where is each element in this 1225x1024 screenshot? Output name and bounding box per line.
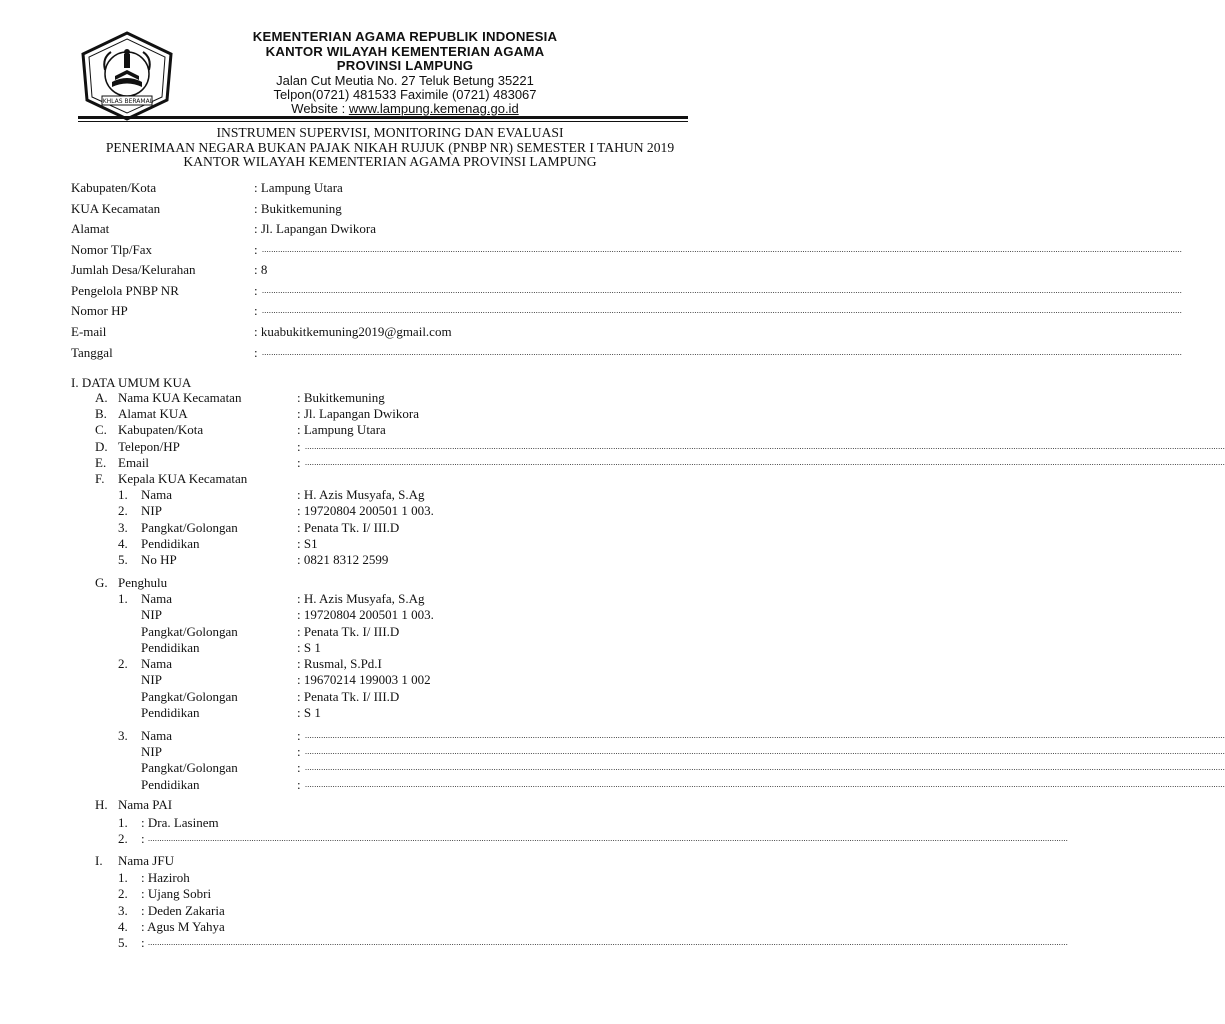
identity-label: KUA Kecamatan [71, 201, 161, 216]
item-label: Nama KUA Kecamatan [118, 390, 242, 405]
title-line-1: INSTRUMEN SUPERVISI, MONITORING DAN EVALUASI [216, 125, 564, 140]
form-row [0, 552, 768, 568]
form-row [0, 503, 768, 519]
jfu-num: 1. [118, 870, 128, 885]
penghulu-num: 2. [118, 656, 128, 671]
item-key: F. [95, 471, 105, 486]
identity-value: : [254, 242, 258, 257]
pai-num: 2. [118, 831, 128, 846]
title-line-2: PENERIMAAN NEGARA BUKAN PAJAK NIKAH RUJUK (PNBP NR) SEMESTER I TAHUN 2019 [105, 139, 675, 155]
penghulu-value: : [297, 744, 301, 759]
penghulu-key: G. [95, 575, 108, 590]
penghulu-value: : S 1 [297, 705, 321, 720]
identity-label: Nomor HP [71, 303, 128, 318]
jfu-heading: Nama JFU [118, 853, 174, 868]
item-value: : Jl. Lapangan Dwikora [297, 406, 420, 421]
identity-value: : Jl. Lapangan Dwikora [254, 221, 377, 236]
penghulu-value: : S 1 [297, 640, 321, 655]
form-row [0, 705, 768, 721]
identity-value: : Lampung Utara [254, 180, 343, 195]
fill-dots: ................................................................................................................................................................................................................................................................................................................................................................................................................ [305, 780, 1225, 789]
item-value: : [297, 439, 301, 454]
penghulu-label: Nama [141, 591, 173, 606]
fill-dots: ................................................................................................................................................................................................................................................................................................................................................................................................................ [262, 286, 1182, 295]
item-label: Alamat KUA [118, 406, 188, 421]
penghulu-num: 1. [118, 591, 128, 606]
form-row [0, 870, 768, 886]
document-title [60, 126, 720, 170]
identity-row [0, 242, 1182, 258]
letterhead-rule-thick [78, 116, 688, 119]
kepala-value: : 19720804 200501 1 003. [297, 503, 434, 518]
identity-value: : 8 [254, 262, 268, 277]
section-heading: I. DATA UMUM KUA [71, 375, 192, 390]
fill-dots: ................................................................................................................................................................................................................................................................................................................................................................................................................ [262, 245, 1182, 254]
fill-dots: ................................................................................................................................................................................................................................................................................................................................................................................................................ [305, 747, 1225, 756]
penghulu-label: Nama [141, 728, 173, 743]
fill-dots: ................................................................................................................................................................................................................................................................................................................................................................................................................ [305, 731, 1225, 740]
fill-dots: ................................................................................................................................................................................................................................................................................................................................................................................................................ [305, 458, 1225, 467]
form-row [0, 672, 768, 688]
form-row [0, 760, 1225, 776]
kepala-value: : H. Azis Musyafa, S.Ag [297, 487, 425, 502]
form-row [0, 406, 768, 422]
penghulu-label: Pendidikan [141, 705, 200, 720]
letterhead-line-3: PROVINSI LAMPUNG [336, 58, 474, 73]
pai-value: : [141, 831, 145, 846]
penghulu-value: : 19670214 199003 1 002 [297, 672, 431, 687]
fill-dots: ................................................................................................................................................................................................................................................................................................................................................................................................................ [148, 938, 1068, 947]
form-row [0, 689, 768, 705]
letterhead [190, 30, 620, 116]
identity-row [0, 180, 768, 196]
form-row [0, 797, 768, 813]
pai-key: H. [95, 797, 108, 812]
fill-dots: ................................................................................................................................................................................................................................................................................................................................................................................................................ [305, 763, 1225, 772]
jfu-num: 5. [118, 935, 128, 950]
fill-dots: ................................................................................................................................................................................................................................................................................................................................................................................................................ [262, 348, 1182, 357]
penghulu-value: : [297, 728, 301, 743]
pai-num: 1. [118, 815, 128, 830]
kepala-key: 5. [118, 552, 128, 567]
penghulu-label: NIP [141, 607, 162, 622]
form-row [0, 422, 768, 438]
penghulu-value: : H. Azis Musyafa, S.Ag [297, 591, 425, 606]
identity-value: : Bukitkemuning [254, 201, 342, 216]
letterhead-line-1: KEMENTERIAN AGAMA REPUBLIK INDONESIA [252, 29, 558, 44]
item-label: Telepon/HP [118, 439, 180, 454]
item-label: Kabupaten/Kota [118, 422, 204, 437]
form-row [0, 903, 768, 919]
identity-label: Jumlah Desa/Kelurahan [71, 262, 196, 277]
penghulu-label: Pangkat/Golongan [141, 624, 238, 639]
fill-dots: ................................................................................................................................................................................................................................................................................................................................................................................................................ [305, 442, 1225, 451]
identity-row [0, 324, 768, 340]
kepala-label: NIP [141, 503, 162, 518]
identity-row [0, 303, 1182, 319]
penghulu-label: Pangkat/Golongan [141, 760, 238, 775]
identity-label: Tanggal [71, 345, 113, 360]
fill-dots: ................................................................................................................................................................................................................................................................................................................................................................................................................ [262, 306, 1182, 315]
form-row [0, 728, 1225, 744]
item-value: : [297, 455, 301, 470]
form-row [0, 487, 768, 503]
jfu-num: 4. [118, 919, 128, 934]
item-label: Kepala KUA Kecamatan [118, 471, 248, 486]
website-link[interactable]: www.lampung.kemenag.go.id [348, 100, 519, 116]
jfu-value: : Ujang Sobri [141, 886, 212, 901]
identity-value: : kuabukitkemuning2019@gmail.com [254, 324, 452, 339]
identity-value: : [254, 283, 258, 298]
identity-label: Kabupaten/Kota [71, 180, 157, 195]
item-key: D. [95, 439, 108, 454]
letterhead-website: Website : www.lampung.kemenag.go.id [291, 100, 519, 116]
letterhead-line-2: KANTOR WILAYAH KEMENTERIAN AGAMA [265, 43, 545, 59]
jfu-value: : Deden Zakaria [141, 903, 225, 918]
identity-row [0, 345, 1182, 361]
penghulu-value: : Rusmal, S.Pd.I [297, 656, 382, 671]
item-key: B. [95, 406, 107, 421]
penghulu-value: : [297, 777, 301, 792]
form-row [0, 831, 1068, 847]
penghulu-label: Pendidikan [141, 777, 200, 792]
form-row [0, 886, 768, 902]
penghulu-value: : Penata Tk. I/ III.D [297, 689, 400, 704]
kepala-value: : S1 [297, 536, 318, 551]
identity-row [0, 283, 1182, 299]
form-row [0, 777, 1225, 793]
item-key: C. [95, 422, 107, 437]
identity-row [0, 221, 768, 237]
kepala-key: 3. [118, 520, 128, 535]
identity-label: E-mail [71, 324, 107, 339]
penghulu-value: : 19720804 200501 1 003. [297, 607, 434, 622]
jfu-value: : Haziroh [141, 870, 190, 885]
form-row [0, 935, 1068, 951]
form-row [0, 390, 768, 406]
kepala-value: : Penata Tk. I/ III.D [297, 520, 400, 535]
penghulu-label: NIP [141, 672, 162, 687]
form-row [0, 520, 768, 536]
kepala-label: Pendidikan [141, 536, 200, 551]
identity-row [0, 201, 768, 217]
identity-value: : [254, 303, 258, 318]
form-row [0, 744, 1225, 760]
item-value: : Lampung Utara [297, 422, 386, 437]
form-row [0, 853, 768, 869]
penghulu-label: NIP [141, 744, 162, 759]
pai-value: : Dra. Lasinem [141, 815, 219, 830]
kepala-key: 4. [118, 536, 128, 551]
jfu-num: 3. [118, 903, 128, 918]
title-line-3: KANTOR WILAYAH KEMENTERIAN AGAMA PROVINSI LAMPUNG [183, 154, 597, 170]
identity-label: Nomor Tlp/Fax [71, 242, 153, 257]
form-row [0, 455, 1225, 471]
penghulu-label: Pendidikan [141, 640, 200, 655]
form-row [0, 607, 768, 623]
penghulu-heading: Penghulu [118, 575, 168, 590]
item-key: A. [95, 390, 108, 405]
identity-label: Alamat [71, 221, 110, 236]
form-row [0, 471, 768, 487]
form-row [0, 919, 768, 935]
kepala-label: No HP [141, 552, 177, 567]
identity-row [0, 262, 768, 278]
kepala-value: : 0821 8312 2599 [297, 552, 389, 567]
letterhead-rule-thin [78, 121, 688, 122]
letterhead-phone: Telpon(0721) 481533 Faximile (0721) 483067 [273, 86, 537, 102]
penghulu-label: Nama [141, 656, 173, 671]
kepala-key: 1. [118, 487, 128, 502]
kepala-label: Pangkat/Golongan [141, 520, 238, 535]
form-row [0, 624, 768, 640]
identity-value: : [254, 345, 258, 360]
form-row [0, 536, 768, 552]
form-row [0, 656, 768, 672]
form-row [0, 439, 1225, 455]
pai-heading: Nama PAI [118, 797, 173, 812]
jfu-key: I. [95, 853, 103, 868]
identity-label: Pengelola PNBP NR [71, 283, 179, 298]
penghulu-value: : [297, 760, 301, 775]
form-row [0, 815, 768, 831]
letterhead-address: Jalan Cut Meutia No. 27 Teluk Betung 35221 [276, 72, 534, 88]
item-value: : Bukitkemuning [297, 390, 385, 405]
fill-dots: ................................................................................................................................................................................................................................................................................................................................................................................................................ [148, 834, 1068, 843]
kemenag-logo [78, 30, 176, 122]
penghulu-label: Pangkat/Golongan [141, 689, 238, 704]
form-row [0, 640, 768, 656]
jfu-value: : [141, 935, 145, 950]
form-row [0, 575, 768, 591]
item-key: E. [95, 455, 107, 470]
svg-text:IKHLAS BERAMAL: IKHLAS BERAMAL [100, 98, 154, 105]
jfu-value: : Agus M Yahya [141, 919, 225, 934]
kepala-label: Nama [141, 487, 173, 502]
penghulu-value: : Penata Tk. I/ III.D [297, 624, 400, 639]
form-row [0, 591, 768, 607]
item-label: Email [118, 455, 150, 470]
kepala-key: 2. [118, 503, 128, 518]
jfu-num: 2. [118, 886, 128, 901]
penghulu-num: 3. [118, 728, 128, 743]
